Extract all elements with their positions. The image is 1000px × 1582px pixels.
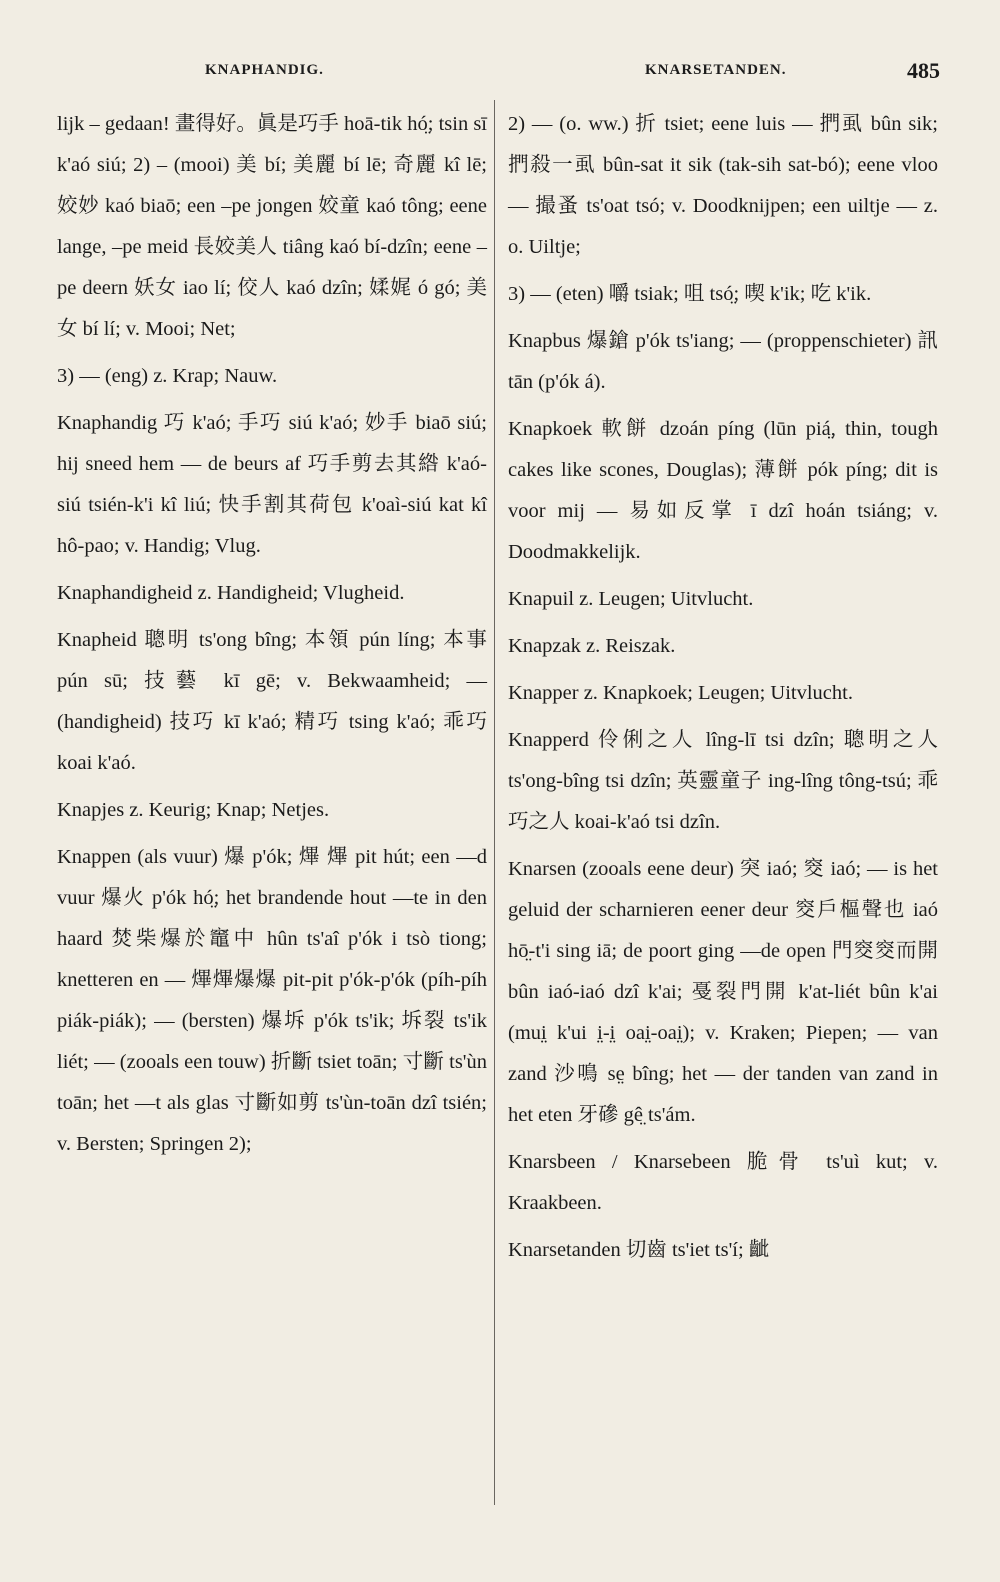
entry-continuation: lijk – gedaan! 畫得好。眞是巧手 hoā-tik hó̤; tsin sī k'aó siú; 2) – (mooi) 美 bí; 美麗 bí lē; 奇麗 kî lē; 姣妙 kaó biaō; een –pe jongen 姣童 kaó tông; eene lange, –pe meid 長姣美人 tiâng kaó bí-dzîn; eene –pe deern 妖女 iao lí; 佼人 kaó dzîn; 媃娓 ó gó; 美女 bí lí; v. Mooi; Net; (57, 113, 487, 340)
entry-knarsen: Knarsen (zooals eene deur) 突 iaó; 窔 iaó; — is het geluid der scharnieren eener deur 窔戶樞聲也 iaó hō̤-t'i sing iā; de poort ging —de open 門窔窔而開 bûn iaó-iaó dzî k'ai; 戞裂門開 k'at-liét bûn k'ai (mui̤ k'ui i̤-i̤ oai̤-oai̤); v. Kraken; Piepen; — van zand 沙鳴 se̤ bîng; het — der tanden van zand in het eten 牙磣 gê̤ ts'ám. (508, 858, 938, 1126)
entry-knapjes: Knapjes z. Keurig; Knap; Netjes. (57, 799, 330, 821)
running-head-left: KNAPHANDIG. (205, 62, 324, 78)
page-number: 485 (907, 58, 940, 83)
entry-knapzak: Knapzak z. Reiszak. (508, 635, 676, 657)
entry-knapuil: Knapuil z. Leugen; Uitvlucht. (508, 588, 754, 610)
column-divider (494, 100, 495, 1505)
entry-knapheid: Knapheid 聰明 ts'ong bîng; 本領 pún líng; 本事 pún sū; 技藝 kī gē; v. Bekwaamheid; — (handigheid) 技巧 kī k'aó; 精巧 tsing k'aó; 乖巧 koai k'aó. (57, 629, 487, 774)
entry-knappen-3: 3) — (eten) 嚼 tsiak; 咀 tsó̤; 喫 k'ik; 吃 k'ik. (508, 283, 872, 305)
entry-knapkoek: Knapkoek 軟餅 dzoán píng (lūn piá̤, thin, tough cakes like scones, Douglas); 薄餅 pók píng; dit is voor mij — 易如反掌 ī dzî hoán tsiáng; v. Doodmakkelijk. (508, 418, 938, 563)
entry-knapper: Knapper z. Knapkoek; Leugen; Uitvlucht. (508, 682, 853, 704)
entry-knaphandig: Knaphandig 巧 k'aó; 手巧 siú k'aó; 妙手 biaō siú; hij sneed hem — de beurs af 巧手剪去其綹 k'aó-siú tsién-k'i kî liú; 快手割其荷包 k'oaì-siú kat kî hô-pao; v. Handig; Vlug. (57, 412, 487, 557)
running-header (0, 58, 1000, 88)
right-column (508, 104, 938, 1277)
left-column (57, 104, 487, 1171)
entry-knappen: Knappen (als vuur) 爆 p'ók; 熚 熚 pit hút; een —d vuur 爆火 p'ók hó̤; het brandende hout —te in den haard 焚柴爆於竈中 hûn ts'aî p'ók i tsò tiong; knetteren en — 熚熚爆爆 pit-pit p'ók-p'ók (píh-píh piák-piák); — (bersten) 爆坼 p'ók ts'ik; 坼裂 ts'ik liét; — (zooals een touw) 折斷 tsiet toān; 寸斷 ts'ùn toān; het —t als glas 寸斷如剪 ts'ùn-toān dzî tsién; v. Bersten; Springen 2); (57, 846, 487, 1155)
entry-knapbus: Knapbus 爆鎗 p'ók ts'iang; — (proppenschieter) 訊 tān (p'ók á). (508, 330, 938, 393)
entry-knapperd: Knapperd 伶俐之人 lîng-lī tsi dzîn; 聰明之人 ts'ong-bîng tsi dzîn; 英靈童子 ing-lîng tông-tsú; 乖巧之人 koai-k'aó tsi dzîn. (508, 729, 938, 833)
entry-knaphandigheid: Knaphandigheid z. Handigheid; Vlugheid. (57, 582, 405, 604)
entry-knarsetanden: Knarsetanden 切齒 ts'iet ts'í; 齜 (508, 1239, 770, 1261)
entry-knarsbeen: Knarsbeen / Knarsebeen 脆骨 ts'uì kut; v. Kraakbeen. (508, 1151, 938, 1214)
entry-knappen-2: 2) — (o. ww.) 折 tsiet; eene luis — 捫虱 bûn sik; 捫殺一虱 bûn-sat it sik (tak-sih sat-bó); eene vloo — 撮蚤 ts'oat tsó; v. Doodknijpen; een uiltje — z. o. Uiltje; (508, 113, 938, 258)
entry-knap-3: 3) — (eng) z. Krap; Nauw. (57, 365, 278, 387)
running-head-right: KNARSETANDEN. (645, 62, 787, 78)
